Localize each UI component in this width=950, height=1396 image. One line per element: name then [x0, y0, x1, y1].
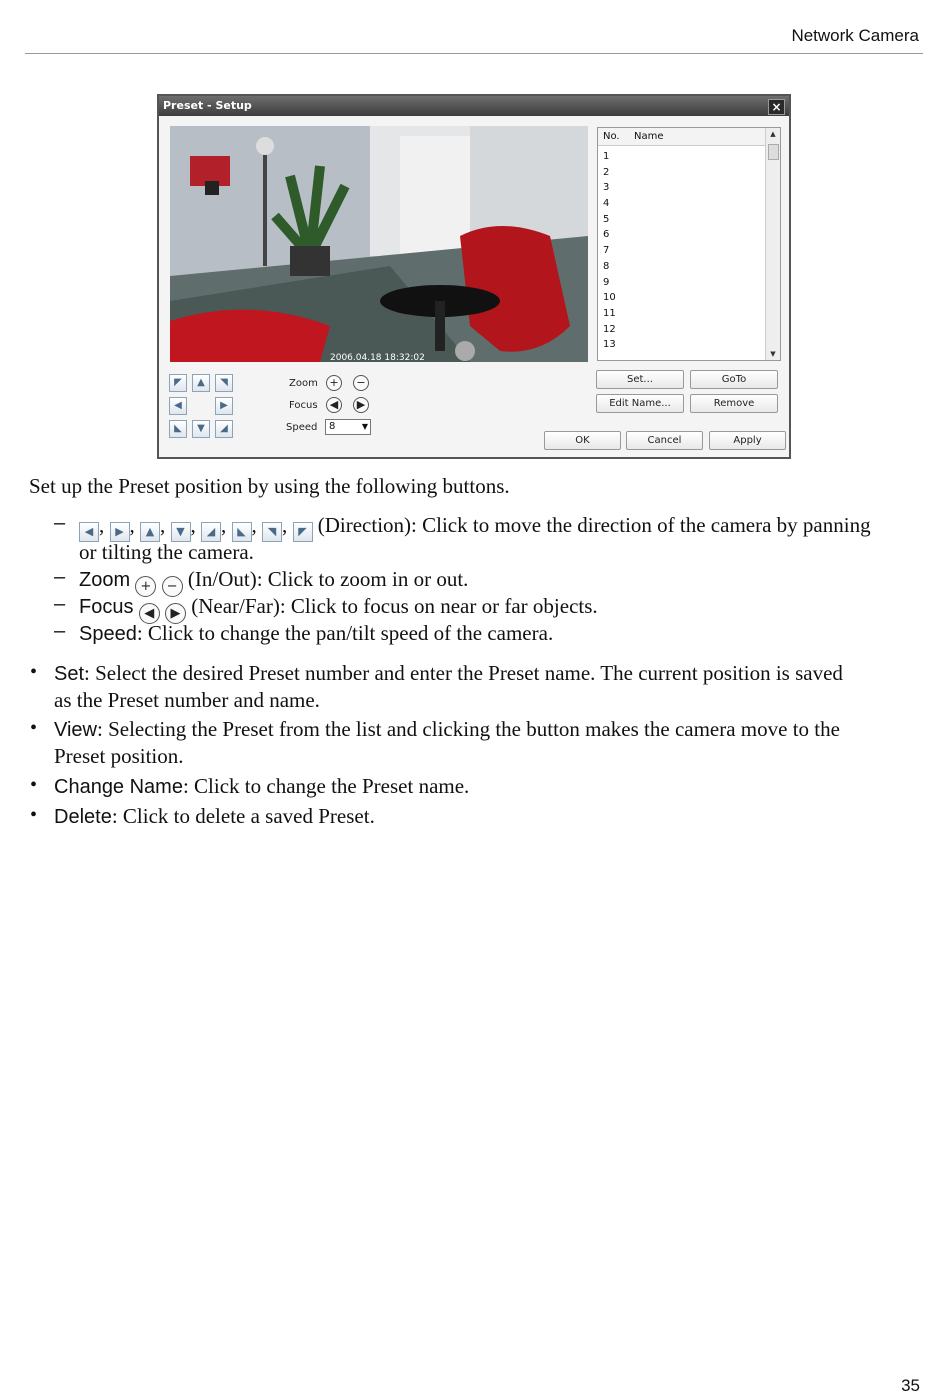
arrow-up-icon[interactable]: ▲ [192, 374, 210, 392]
arrow-up-left-icon: ◤ [293, 522, 313, 542]
bullet-marker: • [30, 804, 38, 826]
change-name-description: : Click to change the Preset name. [182, 774, 470, 798]
camera-video-view [170, 126, 588, 362]
zoom-out-icon[interactable]: − [353, 375, 369, 391]
change-name-term: Change Name [54, 776, 183, 798]
arrow-down-right-icon[interactable]: ◢ [215, 420, 233, 438]
delete-term: Delete [54, 806, 112, 828]
zoom-in-icon[interactable]: + [326, 375, 342, 391]
arrow-up-left-icon[interactable]: ◤ [169, 374, 187, 392]
dialog-titlebar [159, 96, 789, 116]
column-name: Name [634, 131, 664, 142]
arrow-down-left-icon[interactable]: ◣ [169, 420, 187, 438]
direction-description: (Direction): Click to move the direction of the camera by panning [317, 513, 871, 537]
focus-description: (Near/Far): Click to focus on near or far objects. [191, 594, 598, 618]
focus-far-icon[interactable]: ▶ [353, 397, 369, 413]
edit-name-button[interactable]: Edit Name... [596, 394, 684, 413]
preset-list-header [598, 128, 780, 146]
arrow-down-right-icon: ◢ [201, 522, 221, 542]
delete-line [54, 803, 375, 831]
zoom-label: Zoom [289, 378, 318, 389]
arrow-down-icon: ▼ [171, 522, 191, 542]
list-item[interactable]: 13 [603, 339, 616, 351]
dash-marker: – [54, 566, 66, 588]
direction-line: ◀ , ▶ , ▲ , ▼ , ◢ , ◣ , ◥ , ◤ (Direction): Click to move the direction of the camera by panning [79, 512, 871, 542]
arrow-left-icon[interactable]: ◀ [169, 397, 187, 415]
list-item[interactable]: 1 [603, 151, 610, 162]
dash-marker: – [54, 512, 66, 534]
intro-text: Set up the Preset position by using the following buttons. [29, 474, 510, 498]
scroll-up-icon[interactable]: ▲ [770, 130, 776, 138]
speed-value: 8 [329, 421, 336, 432]
set-term: Set [54, 663, 85, 685]
focus-near-icon: ◀ [139, 603, 160, 624]
direction-description-cont: or tilting the camera. [79, 540, 254, 564]
arrow-down-icon[interactable]: ▼ [192, 420, 210, 438]
arrow-down-left-icon: ◣ [232, 522, 252, 542]
set-line [54, 660, 843, 688]
list-scrollbar[interactable] [765, 128, 780, 360]
delete-description: : Click to delete a saved Preset. [111, 804, 375, 828]
speed-line [79, 620, 553, 648]
list-item[interactable]: 11 [603, 307, 616, 319]
arrow-left-icon: ◀ [79, 522, 99, 542]
set-button[interactable]: Set... [596, 370, 684, 389]
focus-label: Focus [289, 400, 318, 411]
arrow-up-right-icon[interactable]: ◥ [215, 374, 233, 392]
speed-label: Speed [286, 422, 318, 433]
scroll-thumb[interactable] [768, 144, 779, 160]
view-description: : Selecting the Preset from the list and clicking the button makes the camera move to the [97, 717, 840, 741]
bullet-marker: • [30, 661, 38, 683]
cancel-button[interactable]: Cancel [626, 431, 703, 450]
list-item[interactable]: 9 [603, 276, 610, 288]
video-timestamp: 2006.04.18 18:32:02 [330, 353, 425, 362]
ptz-direction-pad [169, 374, 235, 440]
ok-button[interactable]: OK [544, 431, 621, 450]
arrow-up-icon: ▲ [140, 522, 160, 542]
list-item[interactable]: 6 [603, 229, 610, 241]
chevron-down-icon: ▼ [361, 422, 368, 431]
list-item[interactable]: 4 [603, 198, 610, 210]
apply-button[interactable]: Apply [709, 431, 786, 450]
room-scene-image [170, 126, 588, 362]
change-name-line [54, 773, 469, 801]
dash-marker: – [54, 620, 66, 642]
column-no: No. [603, 131, 620, 142]
zoom-term: Zoom [79, 569, 131, 591]
focus-near-icon[interactable]: ◀ [326, 397, 342, 413]
focus-term: Focus [79, 596, 134, 618]
speed-description: : Click to change the pan/tilt speed of the camera. [136, 621, 554, 645]
page-number: 35 [901, 1376, 920, 1395]
list-item[interactable]: 7 [603, 245, 610, 257]
arrow-up-right-icon: ◥ [262, 522, 282, 542]
scroll-down-icon[interactable]: ▼ [770, 350, 776, 358]
list-item[interactable]: 3 [603, 182, 610, 194]
view-line [54, 716, 840, 744]
dialog-title: Preset - Setup [163, 99, 252, 112]
set-description: : Select the desired Preset number and enter the Preset name. The current position is saved [84, 661, 843, 685]
zoom-out-icon: − [162, 576, 183, 597]
bullet-marker: • [30, 774, 38, 796]
preset-list-items [598, 146, 780, 353]
arrow-right-icon[interactable]: ▶ [215, 397, 233, 415]
page-header [25, 22, 923, 54]
view-description-cont: Preset position. [54, 744, 184, 768]
list-item[interactable]: 12 [603, 323, 616, 335]
close-icon[interactable]: × [768, 99, 785, 115]
header-title: Network Camera [791, 26, 919, 45]
zoom-description: (In/Out): Click to zoom in or out. [187, 567, 469, 591]
bullet-marker: • [30, 717, 38, 739]
view-term: View [54, 719, 97, 741]
list-item[interactable]: 10 [603, 292, 616, 304]
arrow-right-icon: ▶ [110, 522, 130, 542]
list-item[interactable]: 8 [603, 260, 610, 272]
list-item[interactable]: 2 [603, 166, 610, 178]
zoom-in-icon: + [135, 576, 156, 597]
set-description-cont: as the Preset number and name. [54, 688, 320, 712]
focus-far-icon: ▶ [165, 603, 186, 624]
list-item[interactable]: 5 [603, 213, 610, 225]
dash-marker: – [54, 593, 66, 615]
speed-term: Speed [79, 623, 137, 645]
preset-setup-dialog [157, 94, 791, 459]
preset-list[interactable] [597, 127, 781, 361]
remove-button[interactable]: Remove [690, 394, 778, 413]
speed-select[interactable] [325, 419, 371, 435]
goto-button[interactable]: GoTo [690, 370, 778, 389]
